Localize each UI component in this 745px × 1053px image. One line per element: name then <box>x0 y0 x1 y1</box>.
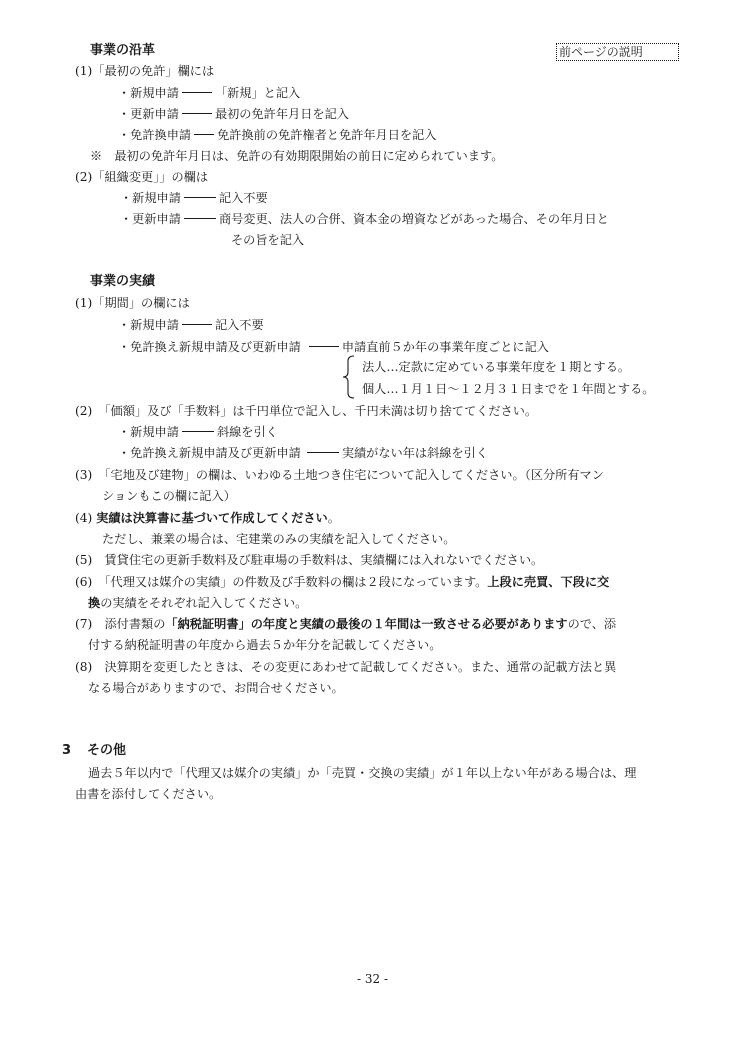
results-p8-line1: (8) 決算期を変更したときは、その変更にあわせて記載してください。また、通常の記載方法と異 <box>75 660 617 674</box>
row-term: ・更新申請 <box>118 107 179 121</box>
results-p2: (2) 「価額」及び「手数料」は千円単位で記入し、千円未満は切り捨ててください。 <box>75 404 538 418</box>
text-head: (6) 「代理又は媒介の実績」の件数及び手数料の欄は２段になっています。 <box>75 575 488 589</box>
other-line2: 由書を添付してください。 <box>75 787 222 801</box>
row-term: ・更新申請 <box>120 212 181 226</box>
row-term: ・免許換え新規申請及び更新申請 <box>118 340 301 354</box>
results-p1-row-renew <box>118 339 549 355</box>
history-item2-row-new <box>120 190 268 206</box>
results-p4-line1 <box>75 510 340 526</box>
row-desc: 斜線を引く <box>216 425 278 439</box>
leader-line <box>182 92 212 93</box>
results-heading: 事業の実績 <box>90 274 156 289</box>
history-item2-row-renew <box>120 211 609 227</box>
leader-line <box>309 346 339 347</box>
results-p2-row-new <box>118 424 278 440</box>
leader-line <box>182 431 214 432</box>
text-tail: ので、添 <box>567 617 617 631</box>
results-p5: (5) 賃貸住宅の更新手数料及び駐車場の手数料は、実績欄には入れないでください。 <box>75 553 544 567</box>
leader-line <box>194 134 214 135</box>
leader-line <box>184 197 216 198</box>
history-heading: 事業の沿革 <box>90 43 156 58</box>
text-tail: 。 <box>327 511 340 525</box>
row-term: ・新規申請 <box>118 86 179 100</box>
emphasis-text: 「納税証明書」の年度と実績の最後の１年間は一致させる必要があります <box>165 617 568 631</box>
results-p1-row-new <box>118 317 264 333</box>
results-p6-line2 <box>88 595 307 611</box>
results-p3-line1: (3) 「宅地及び建物」の欄は、いわゆる土地つき住宅について記入してください。（区分所有マン <box>75 468 604 482</box>
brace-line-corporation: 法人…定款に定めている事業年度を１期とする。 <box>362 360 631 374</box>
history-note: ※ 最初の免許年月日は、免許の有効期限開始の前日に定められています。 <box>90 149 504 163</box>
emphasis-text: 実績は決算書に基づいて作成してください <box>96 511 328 525</box>
row-term: ・新規申請 <box>118 425 179 439</box>
leader-line <box>184 218 216 219</box>
results-p7-line1 <box>75 616 616 632</box>
page-number: - 32 - <box>356 972 388 986</box>
history-item2-continuation: その旨を記入 <box>231 233 305 247</box>
row-desc: 記入不要 <box>214 318 264 332</box>
history-item1-label: (1)「最初の免許」欄には <box>75 64 215 78</box>
row-desc: 「新規」と記入 <box>214 86 301 100</box>
curly-brace-icon <box>342 355 356 399</box>
section-title: その他 <box>87 743 127 758</box>
section-number: 3 <box>62 743 72 758</box>
emphasis-text: 上段に売買、下段に交 <box>487 575 610 589</box>
results-p6-line1 <box>75 574 609 590</box>
row-desc: 記入不要 <box>218 191 268 205</box>
results-p2-row-renew <box>118 445 488 461</box>
other-heading <box>62 743 126 759</box>
text-head: (7) 添付書類の <box>75 617 166 631</box>
row-term: ・新規申請 <box>118 318 179 332</box>
item-number: (4) <box>75 511 93 525</box>
row-term: ・新規申請 <box>120 191 181 205</box>
leader-line <box>307 452 339 453</box>
history-item1-row-renew <box>118 106 349 122</box>
emphasis-text: 換 <box>88 596 101 610</box>
history-item2-label: (2)「組織変更」」の欄は <box>75 170 209 184</box>
row-desc: 申請直前５か年の事業年度ごとに記入 <box>341 340 549 354</box>
leader-line <box>182 324 212 325</box>
history-item1-row-new <box>118 85 300 101</box>
row-desc: 実績がない年は斜線を引く <box>341 446 489 460</box>
row-term: ・免許換申請 <box>118 128 192 142</box>
previous-page-explanation-link[interactable]: 前ページの説明 <box>556 43 679 61</box>
brace-line-individual: 個人…１月１日～１２月３１日までを１年間とする。 <box>362 382 655 396</box>
results-p4-line2: ただし、兼業の場合は、宅建業のみの実績を記入してください。 <box>102 532 456 546</box>
history-item1-row-transfer <box>118 127 437 143</box>
other-line1: 過去５年以内で「代理又は媒介の実績」か「売買・交換の実績」が１年以上ない年がある場合は、理 <box>88 766 637 780</box>
results-p3-line2: ションもこの欄に記入） <box>102 489 236 503</box>
text-tail: の実績をそれぞれ記入してください。 <box>100 596 308 610</box>
row-desc: 商号変更、法人の合併、資本金の増資などがあった場合、その年月日と <box>218 212 609 226</box>
row-desc: 最初の免許年月日を記入 <box>214 107 349 121</box>
row-term: ・免許換え新規申請及び更新申請 <box>118 446 301 460</box>
leader-line <box>182 113 212 114</box>
results-p1-label: (1)「期間」の欄には <box>75 296 190 310</box>
results-p7-line2: 付する納税証明書の年度から過去５か年分を記載してください。 <box>88 638 442 652</box>
row-desc: 免許換前の免許権者と免許年月日を記入 <box>217 128 437 142</box>
results-p8-line2: なる場合がありますので、お問合せください。 <box>88 681 344 695</box>
